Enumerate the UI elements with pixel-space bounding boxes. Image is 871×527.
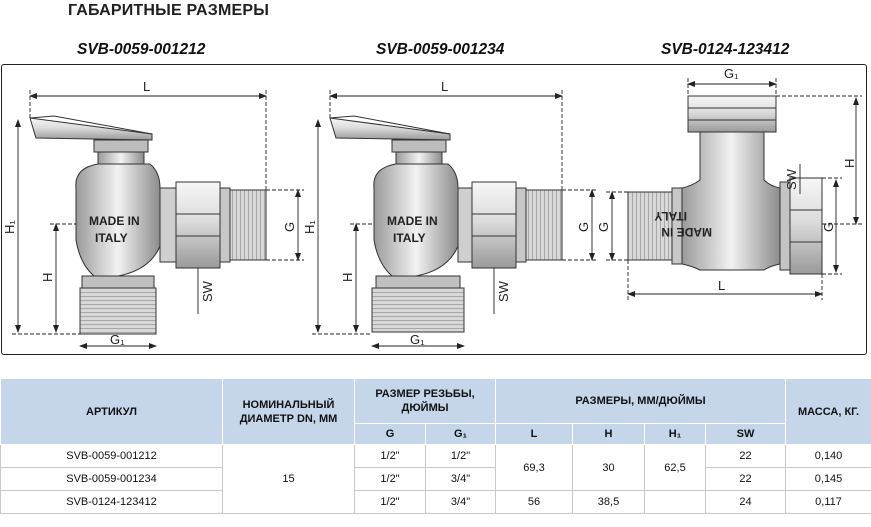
header-mass: МАССА, КГ. — [786, 379, 871, 445]
cell-sw: 24 — [706, 491, 786, 514]
dim-h1-1: H₁ — [2, 220, 17, 234]
cell-g1: 3/4" — [426, 491, 496, 514]
header-dn: НОМИНАЛЬНЫЙ ДИАМЕТР DN, ММ — [223, 379, 355, 445]
header-thread: РАЗМЕР РЕЗЬБЫ, ДЮЙМЫ — [355, 379, 496, 424]
made-in-mark-1: MADE IN — [89, 214, 140, 228]
dim-sw-3: SW — [784, 169, 799, 190]
cell-h1-merged: 62,5 — [645, 445, 706, 491]
model-title-3: SVB-0124-123412 — [661, 41, 790, 58]
dim-h-1: H — [40, 272, 55, 282]
dim-l-1: L — [143, 79, 151, 94]
made-in-mark-2: MADE IN — [387, 214, 438, 228]
dim-h1-2: H₁ — [302, 220, 317, 234]
dim-g1-3: G₁ — [724, 66, 739, 81]
valve-drawing-1 — [30, 116, 266, 334]
dim-g1-1: G₁ — [110, 332, 125, 347]
dim-g-3: G — [821, 221, 836, 232]
cell-h: 38,5 — [573, 491, 645, 514]
dim-l-2: L — [441, 79, 449, 94]
page-title: ГАБАРИТНЫЕ РАЗМЕРЫ — [68, 2, 270, 19]
subheader-g1: G₁ — [426, 424, 496, 445]
cell-g: 1/2" — [355, 468, 426, 491]
table-row — [1, 445, 871, 468]
italy-mark-1: ITALY — [95, 231, 128, 245]
dim-sw-2: SW — [496, 281, 511, 302]
subheader-h: H — [573, 424, 645, 445]
spec-table — [0, 378, 871, 514]
model-title-2: SVB-0059-001234 — [376, 41, 505, 58]
model-title-1: SVB-0059-001212 — [77, 41, 206, 58]
made-in-mark-3: MADE IN — [661, 225, 712, 239]
cell-g1: 1/2" — [426, 445, 496, 468]
cell-g: 1/2" — [355, 491, 426, 514]
cell-mass: 0,140 — [786, 445, 871, 468]
cell-g1: 3/4" — [426, 468, 496, 491]
cell-l: 56 — [496, 491, 573, 514]
cell-mass: 0,145 — [786, 468, 871, 491]
dim-h-2: H — [340, 272, 355, 282]
dim-g1-2: G₁ — [410, 332, 425, 347]
italy-mark-2: ITALY — [393, 231, 426, 245]
cell-g: 1/2" — [355, 445, 426, 468]
dim-g-3-left: G — [596, 221, 611, 232]
subheader-g: G — [355, 424, 426, 445]
header-size: РАЗМЕРЫ, ММ/ДЮЙМЫ — [496, 379, 786, 424]
cell-sw: 22 — [706, 468, 786, 491]
cell-article: SVB-0124-123412 — [1, 491, 223, 514]
subheader-h1: H₁ — [645, 424, 706, 445]
subheader-sw: SW — [706, 424, 786, 445]
header-article: АРТИКУЛ — [1, 379, 223, 445]
italy-mark-3: ITALY — [654, 209, 687, 223]
dim-g-1: G — [282, 221, 297, 232]
table-row — [1, 491, 871, 514]
cell-sw: 22 — [706, 445, 786, 468]
cell-l-merged: 69,3 — [496, 445, 573, 491]
table-row — [1, 468, 871, 491]
technical-drawing — [0, 64, 871, 359]
dim-l-3: L — [718, 278, 726, 293]
dim-g-2: G — [576, 221, 591, 232]
cell-article: SVB-0059-001212 — [1, 445, 223, 468]
cell-dn: 15 — [223, 445, 355, 514]
cell-article: SVB-0059-001234 — [1, 468, 223, 491]
cell-h1 — [645, 491, 706, 514]
dim-sw-1: SW — [200, 281, 215, 302]
subheader-l: L — [496, 424, 573, 445]
dim-h-3: H — [842, 158, 857, 168]
cell-h-merged: 30 — [573, 445, 645, 491]
cell-mass: 0,117 — [786, 491, 871, 514]
